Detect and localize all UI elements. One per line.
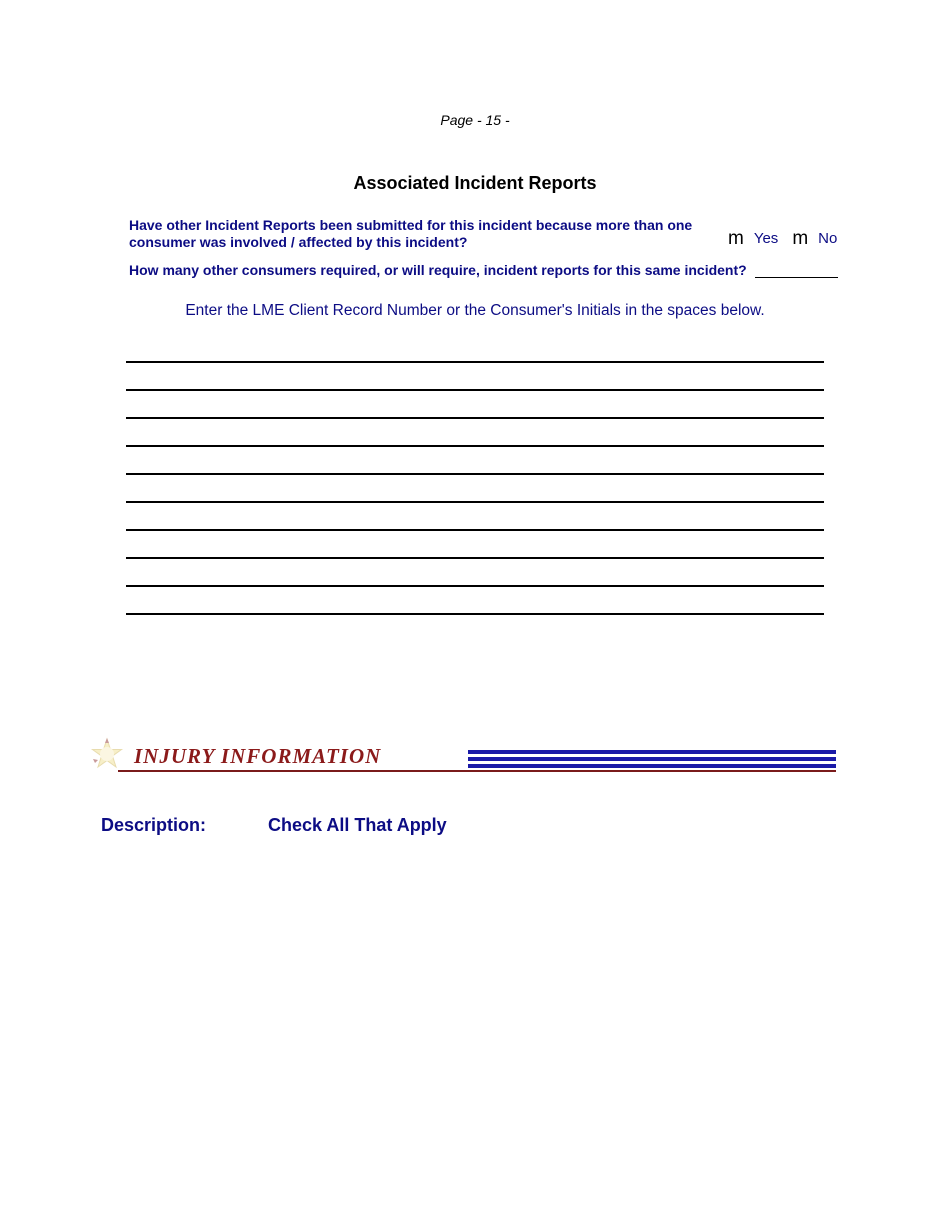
injury-information-banner (88, 735, 838, 775)
other-reports-radio-group (728, 229, 837, 249)
radio-button-icon[interactable]: m (792, 228, 809, 249)
client-record-entry-line[interactable] (126, 473, 824, 475)
radio-label-no: No (818, 230, 838, 247)
radio-label-yes: Yes (753, 230, 779, 247)
page-number: Page - 15 - (440, 112, 510, 128)
client-record-entry-line[interactable] (126, 445, 824, 447)
client-record-entry-line[interactable] (126, 585, 824, 587)
client-record-entry-line[interactable] (126, 361, 824, 363)
client-record-entry-line[interactable] (126, 417, 824, 419)
client-record-entry-line[interactable] (126, 613, 824, 615)
injury-banner-title: INJURY INFORMATION (134, 744, 382, 768)
client-record-entry-line[interactable] (126, 501, 824, 503)
client-record-entry-line[interactable] (126, 529, 824, 531)
radio-option-yes[interactable] (728, 229, 778, 249)
question-consumer-count: How many other consumers required, or will require, incident reports for this same incident? (129, 262, 747, 278)
question-other-reports: Have other Incident Reports been submitted for this incident because more than one consumer was involved / affected by this incident? (129, 217, 693, 250)
section-title: Associated Incident Reports (353, 173, 597, 193)
consumer-count-input-line[interactable] (755, 277, 838, 278)
client-record-entry-line[interactable] (126, 389, 824, 391)
client-record-entry-line[interactable] (126, 557, 824, 559)
banner-stripe (468, 757, 836, 761)
banner-stripe (468, 750, 836, 754)
radio-option-no[interactable] (792, 229, 837, 249)
banner-stripe (468, 764, 836, 768)
radio-button-icon[interactable]: m (728, 228, 744, 249)
check-all-label: Check All That Apply (268, 815, 447, 835)
entry-instructions: Enter the LME Client Record Number or the Consumer's Initials in the spaces below. (185, 302, 765, 319)
description-label: Description: (101, 815, 207, 835)
star-icon (90, 737, 124, 771)
banner-underline (118, 770, 836, 772)
